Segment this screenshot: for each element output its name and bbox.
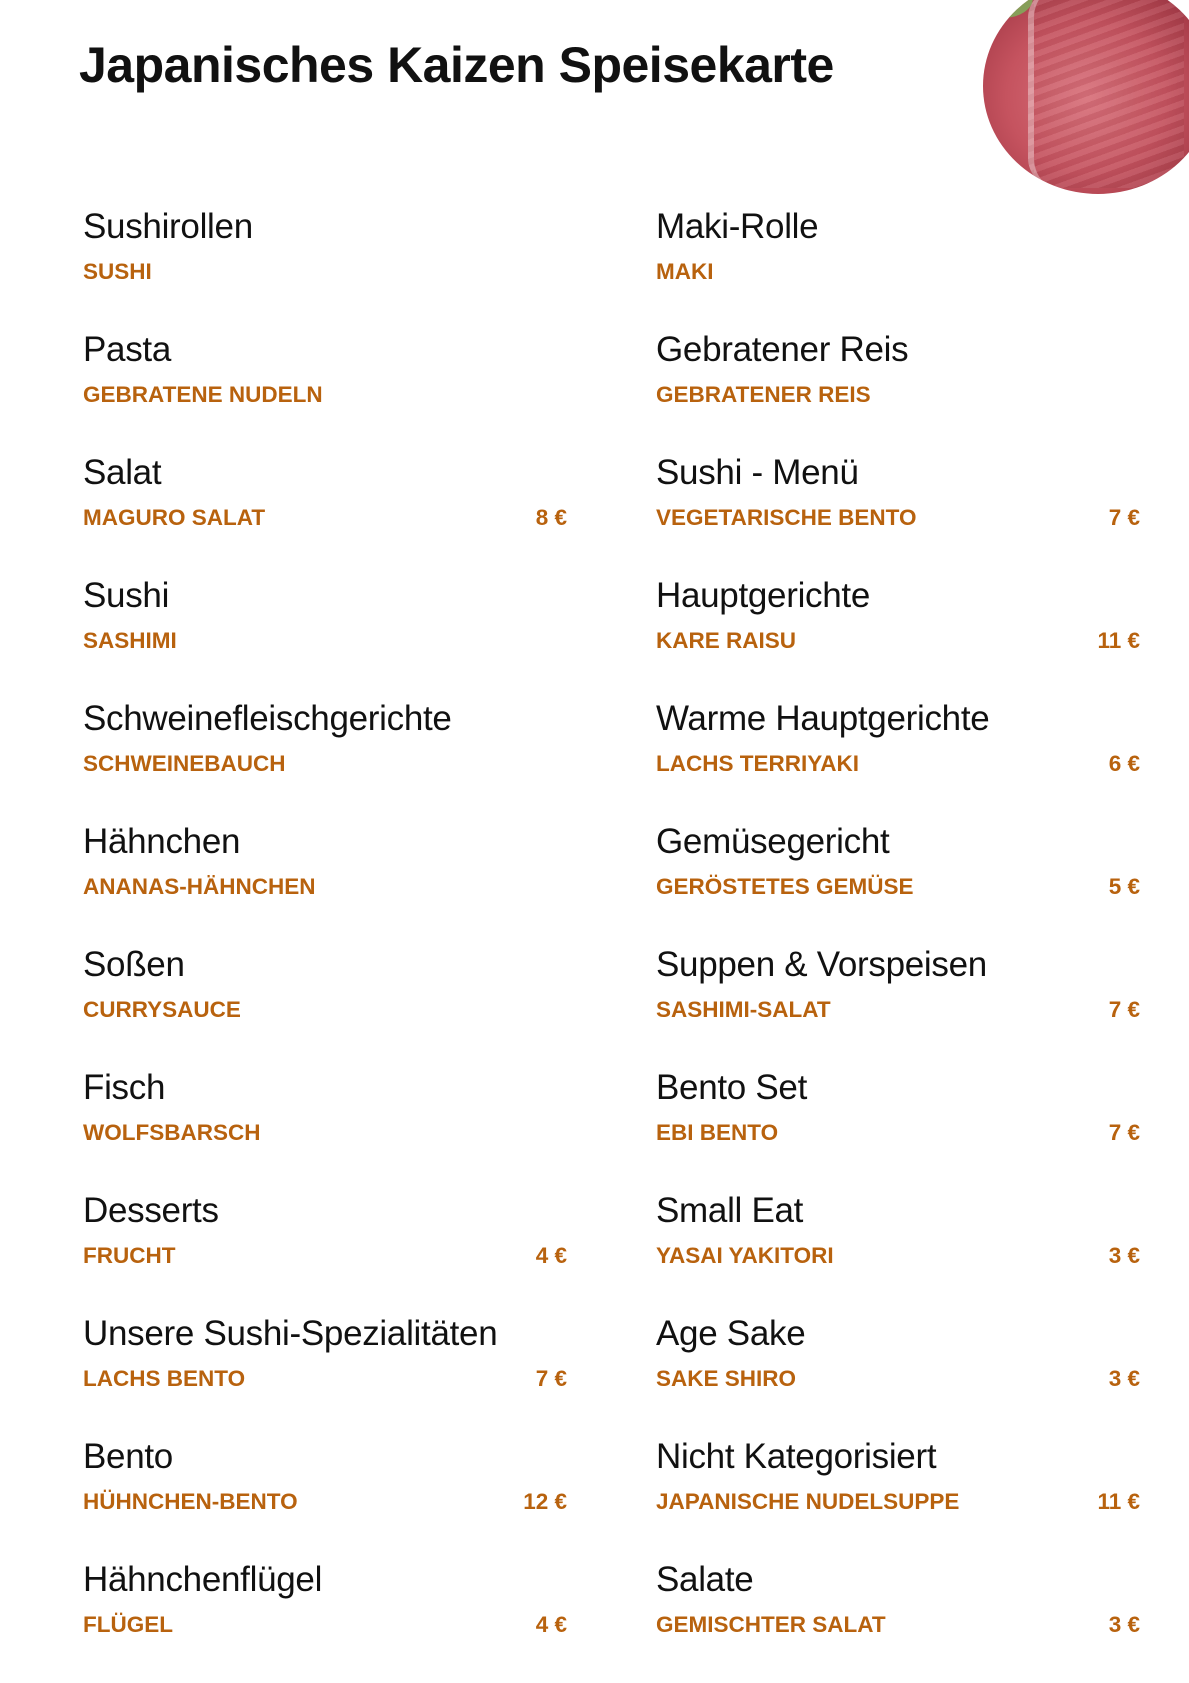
- menu-section: [656, 1189, 1140, 1312]
- item-name: FLÜGEL: [83, 1612, 173, 1637]
- menu-section: [83, 574, 567, 697]
- item-price: 12 €: [523, 1489, 567, 1514]
- section-title: Gebratener Reis: [656, 330, 909, 369]
- menu-section: [656, 943, 1140, 1066]
- item-name: SASHIMI: [83, 628, 177, 653]
- item-name: SCHWEINEBAUCH: [83, 751, 286, 776]
- section-title: Bento Set: [656, 1068, 808, 1107]
- jar-decoration: [1028, 0, 1184, 188]
- menu-item: [656, 872, 1140, 902]
- menu-item: [83, 503, 567, 533]
- item-name: YASAI YAKITORI: [656, 1243, 834, 1268]
- menu-section: [83, 697, 567, 820]
- item-name: HÜHNCHEN-BENTO: [83, 1489, 298, 1514]
- section-title: Salat: [83, 453, 162, 492]
- menu-item: [656, 503, 1140, 533]
- menu-item: [656, 1610, 1140, 1640]
- section-title: Sushirollen: [83, 207, 253, 246]
- item-name: FRUCHT: [83, 1243, 176, 1268]
- menu-item: [656, 995, 1140, 1025]
- menu-section: [656, 820, 1140, 943]
- menu-item: [656, 257, 1140, 287]
- item-name: LACHS TERRIYAKI: [656, 751, 859, 776]
- drink-photo: [983, 0, 1189, 194]
- item-name: EBI BENTO: [656, 1120, 779, 1145]
- menu-section: [83, 1189, 567, 1312]
- item-price: 8 €: [535, 505, 567, 530]
- menu-item: [83, 749, 567, 779]
- item-name: GEMISCHTER SALAT: [656, 1612, 886, 1637]
- section-title: Maki-Rolle: [656, 207, 819, 246]
- section-title: Unsere Sushi-Spezialitäten: [83, 1314, 498, 1353]
- section-title: Sushi: [83, 576, 170, 615]
- item-name: LACHS BENTO: [83, 1366, 246, 1391]
- section-title: Sushi - Menü: [656, 453, 859, 492]
- item-price: 7 €: [535, 1366, 567, 1391]
- item-price: 11 €: [1097, 628, 1140, 653]
- page-title: Japanisches Kaizen Speisekarte: [79, 37, 834, 93]
- item-name: GERÖSTETES GEMÜSE: [656, 874, 914, 899]
- item-name: SUSHI: [83, 259, 152, 284]
- item-name: CURRYSAUCE: [83, 997, 241, 1022]
- menu-section: [83, 1066, 567, 1189]
- menu-section: [656, 1066, 1140, 1189]
- menu-item: [656, 1364, 1140, 1394]
- section-title: Hähnchen: [83, 822, 241, 861]
- item-name: GEBRATENER REIS: [656, 382, 871, 407]
- item-price: 7 €: [1108, 1120, 1140, 1145]
- section-title: Salate: [656, 1560, 754, 1599]
- item-price: 3 €: [1108, 1612, 1140, 1637]
- item-name: SAKE SHIRO: [656, 1366, 797, 1391]
- menu-section: [656, 1312, 1140, 1435]
- menu-item: [656, 380, 1140, 410]
- menu-item: [83, 995, 567, 1025]
- menu-item: [83, 1241, 567, 1271]
- item-name: MAGURO SALAT: [83, 505, 266, 530]
- section-title: Warme Hauptgerichte: [656, 699, 990, 738]
- menu-section: [656, 1435, 1140, 1558]
- menu-item: [83, 257, 567, 287]
- menu-item: [83, 1487, 567, 1517]
- section-title: Soßen: [83, 945, 185, 984]
- menu-section: [83, 1435, 567, 1558]
- item-price: 7 €: [1108, 997, 1140, 1022]
- item-price: 5 €: [1108, 874, 1140, 899]
- section-title: Fisch: [83, 1068, 166, 1107]
- menu-section: [83, 943, 567, 1066]
- section-title: Gemüsegericht: [656, 822, 890, 861]
- menu-section: [656, 205, 1140, 328]
- menu-item: [656, 1241, 1140, 1271]
- item-name: JAPANISCHE NUDELSUPPE: [656, 1489, 960, 1514]
- section-title: Pasta: [83, 330, 171, 369]
- item-name: MAKI: [656, 259, 714, 284]
- item-name: GEBRATENE NUDELN: [83, 382, 323, 407]
- menu-section: [656, 328, 1140, 451]
- menu-item: [83, 872, 567, 902]
- section-title: Bento: [83, 1437, 173, 1476]
- menu-section: [83, 328, 567, 451]
- menu-item: [656, 626, 1140, 656]
- item-price: 6 €: [1108, 751, 1140, 776]
- item-price: 3 €: [1108, 1243, 1140, 1268]
- menu-item: [83, 1610, 567, 1640]
- section-title: Desserts: [83, 1191, 219, 1230]
- section-title: Hähnchenflügel: [83, 1560, 323, 1599]
- leaf-decoration: [983, 0, 1033, 18]
- menu-column-right: [656, 205, 1140, 1681]
- item-name: VEGETARISCHE BENTO: [656, 505, 917, 530]
- menu-column-left: [83, 205, 567, 1681]
- section-title: Suppen & Vorspeisen: [656, 945, 987, 984]
- menu-section: [656, 1558, 1140, 1681]
- section-title: Schweinefleischgerichte: [83, 699, 452, 738]
- item-price: 7 €: [1108, 505, 1140, 530]
- item-price: 11 €: [1097, 1489, 1140, 1514]
- menu-section: [83, 205, 567, 328]
- menu-item: [83, 380, 567, 410]
- item-name: SASHIMI-SALAT: [656, 997, 831, 1022]
- item-name: WOLFSBARSCH: [83, 1120, 261, 1145]
- menu-section: [83, 451, 567, 574]
- item-price: 3 €: [1108, 1366, 1140, 1391]
- menu-item: [656, 749, 1140, 779]
- menu-section: [83, 1312, 567, 1435]
- item-name: KARE RAISU: [656, 628, 797, 653]
- item-name: ANANAS-HÄHNCHEN: [83, 874, 316, 899]
- menu-section: [83, 820, 567, 943]
- item-price: 4 €: [535, 1612, 567, 1637]
- section-title: Age Sake: [656, 1314, 806, 1353]
- menu-section: [656, 574, 1140, 697]
- menu-item: [656, 1487, 1140, 1517]
- menu-section: [656, 697, 1140, 820]
- menu-item: [83, 1118, 567, 1148]
- item-price: 4 €: [535, 1243, 567, 1268]
- section-title: Hauptgerichte: [656, 576, 871, 615]
- menu-item: [83, 626, 567, 656]
- menu-item: [656, 1118, 1140, 1148]
- menu-section: [83, 1558, 567, 1681]
- menu-section: [656, 451, 1140, 574]
- section-title: Nicht Kategorisiert: [656, 1437, 937, 1476]
- menu-item: [83, 1364, 567, 1394]
- section-title: Small Eat: [656, 1191, 804, 1230]
